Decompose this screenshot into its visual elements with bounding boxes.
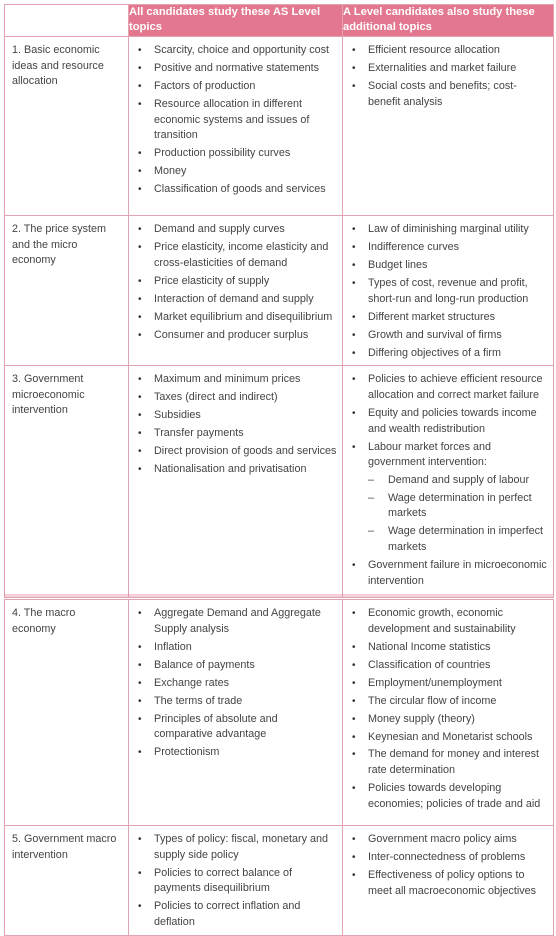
list-item: • Inter-connectedness of problems [352, 850, 526, 863]
list-item: • Production possibility curves [138, 147, 291, 160]
list-item: • Aggregate Demand and Aggregate Supply analysis [138, 607, 321, 635]
list-item: • Resource allocation in different economic systems and issues of transition [138, 97, 310, 142]
as-topics-cell [129, 366, 343, 598]
list-item: • National Income statistics [352, 640, 491, 653]
list-item: • Growth and survival of firms [352, 328, 502, 341]
list-item: • Subsidies [138, 409, 201, 422]
list-item: • Consumer and producer surplus [138, 328, 309, 341]
list-item: • Equity and policies towards income and wealth redistribution [352, 407, 537, 435]
list-item: • Types of cost, revenue and profit, short-run and long-run production [352, 276, 529, 305]
list-item: • Classification of countries [352, 658, 491, 671]
header-as-level-column: All candidates study these AS Level topics [129, 5, 343, 37]
list-item: • Keynesian and Monetarist schools [352, 730, 533, 743]
list-item: • Demand and supply curves [138, 223, 285, 235]
list-item: • Government macro policy aims [352, 833, 517, 845]
topic-label: 4. The macro economy [5, 600, 129, 826]
list-item: • Policies to achieve efficient resource allocation and correct market failure [352, 373, 543, 402]
list-item: • Market equilibrium and disequilibrium [138, 310, 333, 323]
topic-label: 3. Government microeconomic intervention [5, 366, 129, 598]
list-item: • Different market structures [352, 310, 496, 323]
list-item: • Government failure in microeconomic intervention [352, 558, 547, 587]
list-item: • Policies to correct inflation and deflation [138, 900, 301, 928]
list-item: • Money supply (theory) [352, 712, 475, 725]
table-row [5, 37, 554, 216]
table-row [5, 366, 554, 598]
list-item: • Transfer payments [138, 427, 244, 440]
table-header-row [5, 5, 554, 37]
table-row [5, 600, 554, 826]
list-item: • Taxes (direct and indirect) [138, 391, 278, 404]
sub-list-item: – Demand and supply of labour [368, 473, 530, 486]
header-a-level-column: A Level candidates also study these additional topics [343, 5, 554, 37]
a-level-topics-cell [343, 826, 554, 936]
list-item: • Differing objectives of a firm [352, 346, 502, 359]
sub-list-item: – Wage determination in perfect markets [368, 491, 532, 520]
list-item: • The demand for money and interest rate determination [352, 748, 540, 777]
as-topics-cell [129, 37, 343, 216]
list-item: • Principles of absolute and comparative advantage [138, 712, 278, 741]
list-item: • Policies towards developing economies; policies of trade and aid [352, 782, 541, 810]
list-item: • Exchange rates [138, 676, 230, 689]
list-item: • Types of policy: fiscal, monetary and supply side policy [138, 833, 329, 861]
list-item: • Effectiveness of policy options to meet all macroeconomic objectives [352, 868, 537, 897]
a-level-topics-cell [343, 600, 554, 826]
a-level-topics-cell [343, 366, 554, 598]
list-item: • Social costs and benefits; cost-benefit analysis [352, 79, 517, 108]
list-item: • Labour market forces and government intervention: – Demand and supply of labour – Wage determination in perfect markets – Wage determination in imperfect markets [343, 440, 549, 556]
list-item: • Balance of payments [138, 658, 255, 671]
list-item: • Nationalisation and privatisation [138, 463, 307, 476]
list-item: • Protectionism [138, 746, 220, 759]
list-item: • Law of diminishing marginal utility [352, 223, 529, 235]
list-item: • Indifference curves [352, 240, 460, 253]
as-topics-cell [129, 600, 343, 826]
table-row [5, 826, 554, 936]
list-item: • Budget lines [352, 258, 428, 271]
topic-label: 5. Government macro intervention [5, 826, 129, 936]
table-row [5, 216, 554, 366]
header-topic-column [5, 5, 129, 37]
list-item: • Classification of goods and services [138, 183, 326, 196]
list-item: • The circular flow of income [352, 694, 497, 707]
list-item: • Externalities and market failure [352, 61, 517, 74]
a-level-topics-cell [343, 37, 554, 216]
topic-label: 1. Basic economic ideas and resource allocation [5, 37, 129, 216]
list-item: • Money [138, 165, 187, 178]
labour-market-subitems [368, 473, 549, 556]
list-item: • Maximum and minimum prices [138, 373, 301, 386]
list-item: • Scarcity, choice and opportunity cost [138, 44, 330, 56]
topic-label: 2. The price system and the micro economy [5, 216, 129, 366]
sub-list-item: – Wage determination in imperfect markets [368, 525, 544, 553]
as-topics-cell [129, 216, 343, 366]
as-topics-cell [129, 826, 343, 936]
list-item: • Economic growth, economic development and sustainability [352, 607, 516, 635]
list-item: • Price elasticity of supply [138, 274, 270, 287]
list-item: • Price elasticity, income elasticity and cross-elasticities of demand [138, 240, 329, 269]
syllabus-table-part-1 [4, 4, 554, 598]
list-item: • The terms of trade [138, 694, 243, 707]
list-item: • Positive and normative statements [138, 61, 320, 74]
syllabus-table-part-2 [4, 599, 554, 936]
list-item: • Employment/unemployment [352, 676, 502, 689]
list-item: • Direct provision of goods and services [138, 445, 337, 458]
page-break-divider [4, 594, 553, 597]
a-level-topics-cell [343, 216, 554, 366]
list-item: • Policies to correct balance of payments disequilibrium [138, 866, 293, 895]
list-item: • Factors of production [138, 79, 256, 92]
list-item: • Inflation [138, 640, 192, 653]
list-item: • Interaction of demand and supply [138, 292, 314, 305]
list-item: • Efficient resource allocation [352, 44, 500, 56]
